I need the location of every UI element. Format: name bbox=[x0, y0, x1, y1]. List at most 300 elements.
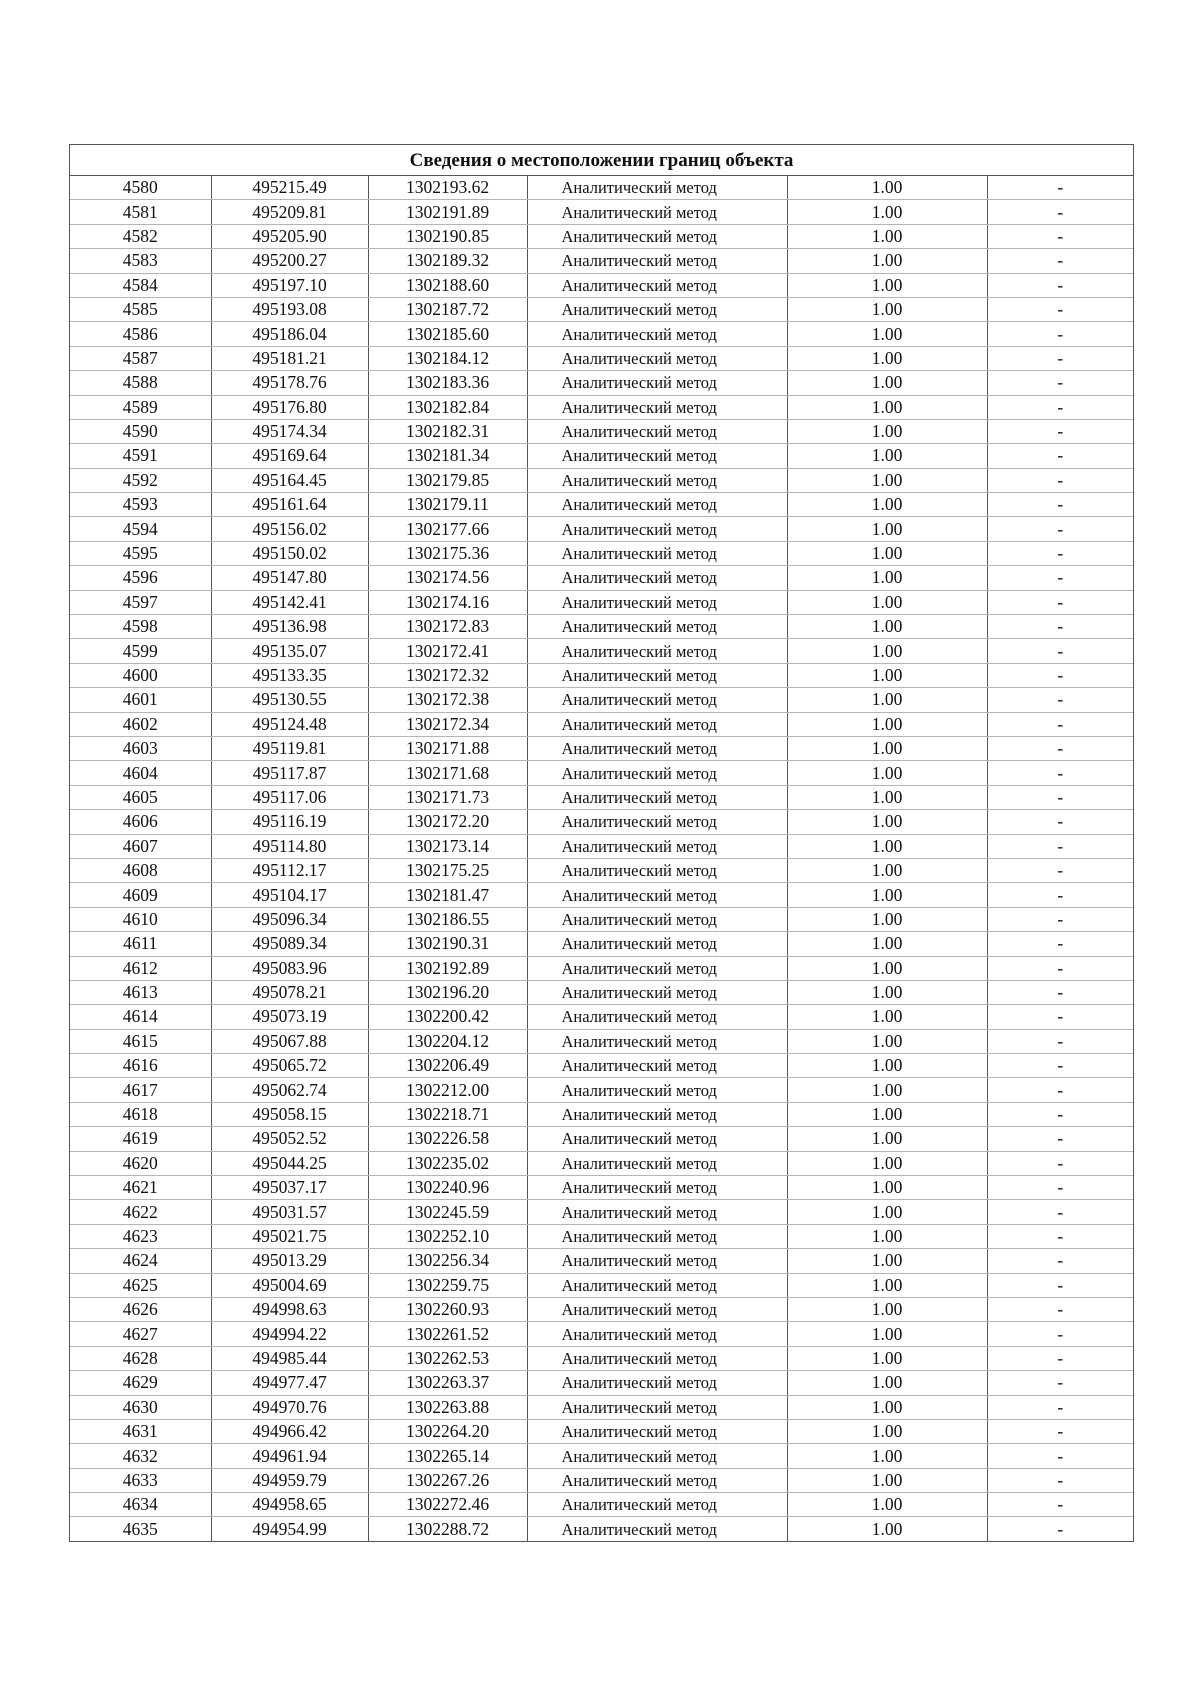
method-cell: Аналитический метод bbox=[527, 956, 787, 980]
x-coordinate-cell: 495142.41 bbox=[211, 590, 368, 614]
precision-cell: 1.00 bbox=[787, 1200, 987, 1224]
x-coordinate-cell: 495044.25 bbox=[211, 1151, 368, 1175]
point-number-cell: 4624 bbox=[70, 1249, 211, 1273]
table-row bbox=[70, 785, 1133, 809]
x-coordinate-cell: 494959.79 bbox=[211, 1468, 368, 1492]
y-coordinate-cell: 1302245.59 bbox=[368, 1200, 527, 1224]
point-number-cell: 4626 bbox=[70, 1297, 211, 1321]
point-number-cell: 4631 bbox=[70, 1419, 211, 1443]
description-cell: - bbox=[987, 517, 1133, 541]
precision-cell: 1.00 bbox=[787, 688, 987, 712]
precision-cell: 1.00 bbox=[787, 1078, 987, 1102]
point-number-cell: 4623 bbox=[70, 1224, 211, 1248]
y-coordinate-cell: 1302267.26 bbox=[368, 1468, 527, 1492]
precision-cell: 1.00 bbox=[787, 1054, 987, 1078]
x-coordinate-cell: 495193.08 bbox=[211, 297, 368, 321]
y-coordinate-cell: 1302172.20 bbox=[368, 810, 527, 834]
x-coordinate-cell: 494961.94 bbox=[211, 1444, 368, 1468]
x-coordinate-cell: 494966.42 bbox=[211, 1419, 368, 1443]
precision-cell: 1.00 bbox=[787, 1468, 987, 1492]
y-coordinate-cell: 1302186.55 bbox=[368, 907, 527, 931]
x-coordinate-cell: 495065.72 bbox=[211, 1054, 368, 1078]
point-number-cell: 4604 bbox=[70, 761, 211, 785]
description-cell: - bbox=[987, 1346, 1133, 1370]
y-coordinate-cell: 1302187.72 bbox=[368, 297, 527, 321]
y-coordinate-cell: 1302172.32 bbox=[368, 663, 527, 687]
x-coordinate-cell: 495119.81 bbox=[211, 736, 368, 760]
point-number-cell: 4617 bbox=[70, 1078, 211, 1102]
precision-cell: 1.00 bbox=[787, 980, 987, 1004]
point-number-cell: 4615 bbox=[70, 1029, 211, 1053]
method-cell: Аналитический метод bbox=[527, 1322, 787, 1346]
precision-cell: 1.00 bbox=[787, 932, 987, 956]
y-coordinate-cell: 1302185.60 bbox=[368, 322, 527, 346]
description-cell: - bbox=[987, 590, 1133, 614]
table-row bbox=[70, 1419, 1133, 1443]
x-coordinate-cell: 495197.10 bbox=[211, 273, 368, 297]
table-row bbox=[70, 1297, 1133, 1321]
precision-cell: 1.00 bbox=[787, 1249, 987, 1273]
description-cell: - bbox=[987, 883, 1133, 907]
method-cell: Аналитический метод bbox=[527, 688, 787, 712]
table-row bbox=[70, 1273, 1133, 1297]
method-cell: Аналитический метод bbox=[527, 858, 787, 882]
description-cell: - bbox=[987, 1419, 1133, 1443]
precision-cell: 1.00 bbox=[787, 785, 987, 809]
table-row bbox=[70, 615, 1133, 639]
description-cell: - bbox=[987, 1493, 1133, 1517]
y-coordinate-cell: 1302265.14 bbox=[368, 1444, 527, 1468]
table-row bbox=[70, 1102, 1133, 1126]
precision-cell: 1.00 bbox=[787, 468, 987, 492]
precision-cell: 1.00 bbox=[787, 1395, 987, 1419]
precision-cell: 1.00 bbox=[787, 395, 987, 419]
table-row bbox=[70, 468, 1133, 492]
table-row bbox=[70, 810, 1133, 834]
precision-cell: 1.00 bbox=[787, 419, 987, 443]
point-number-cell: 4612 bbox=[70, 956, 211, 980]
method-cell: Аналитический метод bbox=[527, 1224, 787, 1248]
precision-cell: 1.00 bbox=[787, 1322, 987, 1346]
x-coordinate-cell: 495147.80 bbox=[211, 566, 368, 590]
method-cell: Аналитический метод bbox=[527, 419, 787, 443]
y-coordinate-cell: 1302172.41 bbox=[368, 639, 527, 663]
method-cell: Аналитический метод bbox=[527, 834, 787, 858]
y-coordinate-cell: 1302174.16 bbox=[368, 590, 527, 614]
method-cell: Аналитический метод bbox=[527, 273, 787, 297]
method-cell: Аналитический метод bbox=[527, 1200, 787, 1224]
x-coordinate-cell: 495013.29 bbox=[211, 1249, 368, 1273]
point-number-cell: 4581 bbox=[70, 200, 211, 224]
y-coordinate-cell: 1302184.12 bbox=[368, 346, 527, 370]
x-coordinate-cell: 495130.55 bbox=[211, 688, 368, 712]
description-cell: - bbox=[987, 1078, 1133, 1102]
precision-cell: 1.00 bbox=[787, 322, 987, 346]
table-row bbox=[70, 444, 1133, 468]
precision-cell: 1.00 bbox=[787, 224, 987, 248]
y-coordinate-cell: 1302171.88 bbox=[368, 736, 527, 760]
precision-cell: 1.00 bbox=[787, 615, 987, 639]
method-cell: Аналитический метод bbox=[527, 1371, 787, 1395]
table-row bbox=[70, 1249, 1133, 1273]
point-number-cell: 4620 bbox=[70, 1151, 211, 1175]
table-row bbox=[70, 1176, 1133, 1200]
precision-cell: 1.00 bbox=[787, 1127, 987, 1151]
precision-cell: 1.00 bbox=[787, 1224, 987, 1248]
x-coordinate-cell: 495156.02 bbox=[211, 517, 368, 541]
table-row bbox=[70, 1468, 1133, 1492]
table-row bbox=[70, 688, 1133, 712]
precision-cell: 1.00 bbox=[787, 1493, 987, 1517]
y-coordinate-cell: 1302192.89 bbox=[368, 956, 527, 980]
table-row bbox=[70, 736, 1133, 760]
precision-cell: 1.00 bbox=[787, 1102, 987, 1126]
description-cell: - bbox=[987, 224, 1133, 248]
point-number-cell: 4621 bbox=[70, 1176, 211, 1200]
y-coordinate-cell: 1302264.20 bbox=[368, 1419, 527, 1443]
method-cell: Аналитический метод bbox=[527, 639, 787, 663]
y-coordinate-cell: 1302181.34 bbox=[368, 444, 527, 468]
y-coordinate-cell: 1302190.85 bbox=[368, 224, 527, 248]
table-row bbox=[70, 858, 1133, 882]
table-row bbox=[70, 834, 1133, 858]
precision-cell: 1.00 bbox=[787, 297, 987, 321]
table-row bbox=[70, 249, 1133, 273]
x-coordinate-cell: 495058.15 bbox=[211, 1102, 368, 1126]
x-coordinate-cell: 495037.17 bbox=[211, 1176, 368, 1200]
description-cell: - bbox=[987, 444, 1133, 468]
y-coordinate-cell: 1302204.12 bbox=[368, 1029, 527, 1053]
table-row bbox=[70, 1200, 1133, 1224]
table-row bbox=[70, 761, 1133, 785]
method-cell: Аналитический метод bbox=[527, 932, 787, 956]
boundary-points-table bbox=[70, 176, 1133, 1541]
point-number-cell: 4591 bbox=[70, 444, 211, 468]
x-coordinate-cell: 495083.96 bbox=[211, 956, 368, 980]
y-coordinate-cell: 1302262.53 bbox=[368, 1346, 527, 1370]
description-cell: - bbox=[987, 956, 1133, 980]
method-cell: Аналитический метод bbox=[527, 395, 787, 419]
description-cell: - bbox=[987, 1224, 1133, 1248]
table-row bbox=[70, 1151, 1133, 1175]
precision-cell: 1.00 bbox=[787, 273, 987, 297]
x-coordinate-cell: 494994.22 bbox=[211, 1322, 368, 1346]
method-cell: Аналитический метод bbox=[527, 1102, 787, 1126]
method-cell: Аналитический метод bbox=[527, 883, 787, 907]
description-cell: - bbox=[987, 1444, 1133, 1468]
y-coordinate-cell: 1302191.89 bbox=[368, 200, 527, 224]
precision-cell: 1.00 bbox=[787, 907, 987, 931]
y-coordinate-cell: 1302200.42 bbox=[368, 1005, 527, 1029]
y-coordinate-cell: 1302190.31 bbox=[368, 932, 527, 956]
table-row bbox=[70, 1517, 1133, 1541]
point-number-cell: 4609 bbox=[70, 883, 211, 907]
method-cell: Аналитический метод bbox=[527, 736, 787, 760]
method-cell: Аналитический метод bbox=[527, 1419, 787, 1443]
point-number-cell: 4599 bbox=[70, 639, 211, 663]
point-number-cell: 4583 bbox=[70, 249, 211, 273]
description-cell: - bbox=[987, 858, 1133, 882]
point-number-cell: 4611 bbox=[70, 932, 211, 956]
y-coordinate-cell: 1302252.10 bbox=[368, 1224, 527, 1248]
method-cell: Аналитический метод bbox=[527, 907, 787, 931]
method-cell: Аналитический метод bbox=[527, 517, 787, 541]
point-number-cell: 4634 bbox=[70, 1493, 211, 1517]
description-cell: - bbox=[987, 1273, 1133, 1297]
method-cell: Аналитический метод bbox=[527, 590, 787, 614]
boundary-table-sheet bbox=[69, 144, 1134, 1542]
point-number-cell: 4614 bbox=[70, 1005, 211, 1029]
y-coordinate-cell: 1302196.20 bbox=[368, 980, 527, 1004]
point-number-cell: 4603 bbox=[70, 736, 211, 760]
table-row bbox=[70, 1054, 1133, 1078]
x-coordinate-cell: 494958.65 bbox=[211, 1493, 368, 1517]
table-row bbox=[70, 907, 1133, 931]
precision-cell: 1.00 bbox=[787, 346, 987, 370]
description-cell: - bbox=[987, 1297, 1133, 1321]
method-cell: Аналитический метод bbox=[527, 1444, 787, 1468]
y-coordinate-cell: 1302288.72 bbox=[368, 1517, 527, 1541]
method-cell: Аналитический метод bbox=[527, 444, 787, 468]
point-number-cell: 4613 bbox=[70, 980, 211, 1004]
precision-cell: 1.00 bbox=[787, 1273, 987, 1297]
description-cell: - bbox=[987, 1005, 1133, 1029]
x-coordinate-cell: 495096.34 bbox=[211, 907, 368, 931]
precision-cell: 1.00 bbox=[787, 249, 987, 273]
point-number-cell: 4627 bbox=[70, 1322, 211, 1346]
point-number-cell: 4618 bbox=[70, 1102, 211, 1126]
method-cell: Аналитический метод bbox=[527, 322, 787, 346]
method-cell: Аналитический метод bbox=[527, 1054, 787, 1078]
description-cell: - bbox=[987, 1371, 1133, 1395]
description-cell: - bbox=[987, 736, 1133, 760]
precision-cell: 1.00 bbox=[787, 1419, 987, 1443]
table-row bbox=[70, 1395, 1133, 1419]
method-cell: Аналитический метод bbox=[527, 785, 787, 809]
y-coordinate-cell: 1302193.62 bbox=[368, 176, 527, 200]
point-number-cell: 4635 bbox=[122, 1518, 158, 1539]
y-coordinate-cell: 1302206.49 bbox=[368, 1054, 527, 1078]
precision-cell: 1.00 bbox=[787, 810, 987, 834]
y-coordinate-cell: 1302256.34 bbox=[368, 1249, 527, 1273]
x-coordinate-cell: 495136.98 bbox=[211, 615, 368, 639]
precision-cell: 1.00 bbox=[787, 834, 987, 858]
y-coordinate-cell: 1302171.73 bbox=[368, 785, 527, 809]
precision-cell: 1.00 bbox=[787, 736, 987, 760]
x-coordinate-cell: 495062.74 bbox=[211, 1078, 368, 1102]
x-coordinate-cell: 495205.90 bbox=[211, 224, 368, 248]
table-row bbox=[70, 419, 1133, 443]
point-number-cell: 4630 bbox=[70, 1395, 211, 1419]
x-coordinate-cell: 495215.49 bbox=[211, 176, 368, 200]
method-cell: Аналитический метод bbox=[527, 1346, 787, 1370]
y-coordinate-cell: 1302272.46 bbox=[368, 1493, 527, 1517]
method-cell: Аналитический метод bbox=[527, 615, 787, 639]
table-row bbox=[70, 932, 1133, 956]
method-cell: Аналитический метод bbox=[527, 761, 787, 785]
table-row bbox=[70, 590, 1133, 614]
description-cell: - bbox=[987, 200, 1133, 224]
description-cell: - bbox=[987, 980, 1133, 1004]
table-row bbox=[70, 663, 1133, 687]
description-cell: - bbox=[987, 1468, 1133, 1492]
table-row bbox=[70, 883, 1133, 907]
precision-cell: 1.00 bbox=[787, 1444, 987, 1468]
description-cell: - bbox=[987, 395, 1133, 419]
x-coordinate-cell: 495178.76 bbox=[211, 371, 368, 395]
table-row bbox=[70, 517, 1133, 541]
description-cell: - bbox=[987, 1127, 1133, 1151]
x-coordinate-cell: 495133.35 bbox=[211, 663, 368, 687]
precision-cell: 1.00 bbox=[787, 1371, 987, 1395]
description-cell: - bbox=[987, 932, 1133, 956]
x-coordinate-cell: 494985.44 bbox=[211, 1346, 368, 1370]
description-cell: - bbox=[987, 1102, 1133, 1126]
precision-cell: 1.00 bbox=[787, 493, 987, 517]
method-cell: Аналитический метод bbox=[527, 371, 787, 395]
table-row bbox=[70, 1322, 1133, 1346]
table-row bbox=[70, 273, 1133, 297]
y-coordinate-cell: 1302179.11 bbox=[368, 493, 527, 517]
y-coordinate-cell: 1302172.34 bbox=[368, 712, 527, 736]
x-coordinate-cell: 495089.34 bbox=[211, 932, 368, 956]
description-cell: - bbox=[987, 761, 1133, 785]
table-body bbox=[70, 176, 1133, 1541]
method-cell: Аналитический метод bbox=[527, 1517, 787, 1541]
description-cell: - bbox=[987, 176, 1133, 200]
x-coordinate-cell: 495181.21 bbox=[211, 346, 368, 370]
point-number-cell: 4593 bbox=[70, 493, 211, 517]
precision-cell: 1.00 bbox=[787, 1176, 987, 1200]
table-row bbox=[70, 1371, 1133, 1395]
point-number-cell: 4602 bbox=[70, 712, 211, 736]
x-coordinate-cell: 495150.02 bbox=[211, 541, 368, 565]
table-row bbox=[70, 712, 1133, 736]
table-row bbox=[70, 346, 1133, 370]
description-cell: - bbox=[987, 1151, 1133, 1175]
x-coordinate-cell: 495114.80 bbox=[211, 834, 368, 858]
x-coordinate-cell: 495078.21 bbox=[211, 980, 368, 1004]
table-row bbox=[70, 1493, 1133, 1517]
table-row bbox=[70, 956, 1133, 980]
y-coordinate-cell: 1302259.75 bbox=[368, 1273, 527, 1297]
precision-cell: 1.00 bbox=[787, 176, 987, 200]
precision-cell: 1.00 bbox=[787, 956, 987, 980]
description-cell: - bbox=[987, 1249, 1133, 1273]
x-coordinate-cell: 495117.06 bbox=[211, 785, 368, 809]
method-cell: Аналитический метод bbox=[527, 1273, 787, 1297]
y-coordinate-cell: 1302240.96 bbox=[368, 1176, 527, 1200]
x-coordinate-cell: 495117.87 bbox=[211, 761, 368, 785]
table-row bbox=[70, 1127, 1133, 1151]
description-cell: - bbox=[987, 907, 1133, 931]
point-number-cell: 4628 bbox=[70, 1346, 211, 1370]
point-number-cell: 4585 bbox=[70, 297, 211, 321]
y-coordinate-cell: 1302260.93 bbox=[368, 1297, 527, 1321]
description-cell: - bbox=[987, 273, 1133, 297]
x-coordinate-cell: 495112.17 bbox=[211, 858, 368, 882]
point-number-cell: 4595 bbox=[70, 541, 211, 565]
point-number-cell: 4586 bbox=[70, 322, 211, 346]
description-cell: - bbox=[987, 1322, 1133, 1346]
method-cell: Аналитический метод bbox=[527, 1151, 787, 1175]
description-cell: - bbox=[987, 297, 1133, 321]
method-cell: Аналитический метод bbox=[527, 297, 787, 321]
point-number-cell: 4605 bbox=[70, 785, 211, 809]
precision-cell: 1.00 bbox=[787, 444, 987, 468]
point-number-cell: 4633 bbox=[70, 1468, 211, 1492]
table-row bbox=[70, 224, 1133, 248]
description-cell: - bbox=[987, 346, 1133, 370]
description-cell: - bbox=[987, 810, 1133, 834]
x-coordinate-cell: 495124.48 bbox=[211, 712, 368, 736]
y-coordinate-cell: 1302183.36 bbox=[368, 371, 527, 395]
y-coordinate-cell: 1302263.88 bbox=[368, 1395, 527, 1419]
point-number-cell: 4587 bbox=[70, 346, 211, 370]
method-cell: Аналитический метод bbox=[527, 493, 787, 517]
precision-cell: 1.00 bbox=[787, 883, 987, 907]
table-row bbox=[70, 322, 1133, 346]
y-coordinate-cell: 1302172.38 bbox=[368, 688, 527, 712]
description-cell: - bbox=[987, 834, 1133, 858]
table-row bbox=[70, 541, 1133, 565]
precision-cell: 1.00 bbox=[787, 1005, 987, 1029]
y-coordinate-cell: 1302181.47 bbox=[368, 883, 527, 907]
description-cell: - bbox=[987, 1517, 1133, 1541]
x-coordinate-cell: 495164.45 bbox=[211, 468, 368, 492]
y-coordinate-cell: 1302235.02 bbox=[368, 1151, 527, 1175]
y-coordinate-cell: 1302182.31 bbox=[368, 419, 527, 443]
y-coordinate-cell: 1302189.32 bbox=[368, 249, 527, 273]
method-cell: Аналитический метод bbox=[527, 1297, 787, 1321]
point-number-cell: 4625 bbox=[70, 1273, 211, 1297]
x-coordinate-cell: 495073.19 bbox=[211, 1005, 368, 1029]
description-cell: - bbox=[987, 566, 1133, 590]
x-coordinate-cell: 495031.57 bbox=[211, 1200, 368, 1224]
point-number-cell: 4616 bbox=[70, 1054, 211, 1078]
point-number-cell: 4598 bbox=[70, 615, 211, 639]
y-coordinate-cell: 1302261.52 bbox=[368, 1322, 527, 1346]
x-coordinate-cell: 495135.07 bbox=[211, 639, 368, 663]
method-cell: Аналитический метод bbox=[527, 1005, 787, 1029]
point-number-cell: 4632 bbox=[70, 1444, 211, 1468]
precision-cell: 1.00 bbox=[787, 639, 987, 663]
y-coordinate-cell: 1302171.68 bbox=[368, 761, 527, 785]
y-coordinate-cell: 1302175.25 bbox=[368, 858, 527, 882]
x-coordinate-cell: 495169.64 bbox=[211, 444, 368, 468]
x-coordinate-cell: 495186.04 bbox=[211, 322, 368, 346]
precision-cell: 1.00 bbox=[787, 590, 987, 614]
precision-cell: 1.00 bbox=[787, 663, 987, 687]
method-cell: Аналитический метод bbox=[527, 566, 787, 590]
x-coordinate-cell: 495104.17 bbox=[211, 883, 368, 907]
method-cell: Аналитический метод bbox=[527, 541, 787, 565]
point-number-cell: 4607 bbox=[70, 834, 211, 858]
table-row bbox=[70, 395, 1133, 419]
description-cell: - bbox=[987, 1029, 1133, 1053]
point-number-cell: 4629 bbox=[70, 1371, 211, 1395]
precision-cell: 1.00 bbox=[787, 761, 987, 785]
point-number-cell: 4619 bbox=[70, 1127, 211, 1151]
precision-cell: 1.00 bbox=[787, 1151, 987, 1175]
table-row bbox=[70, 1346, 1133, 1370]
description-cell: - bbox=[987, 1054, 1133, 1078]
precision-cell: 1.00 bbox=[787, 1517, 987, 1541]
table-row bbox=[70, 297, 1133, 321]
description-cell: - bbox=[987, 1176, 1133, 1200]
table-row bbox=[70, 1444, 1133, 1468]
x-coordinate-cell: 495067.88 bbox=[211, 1029, 368, 1053]
